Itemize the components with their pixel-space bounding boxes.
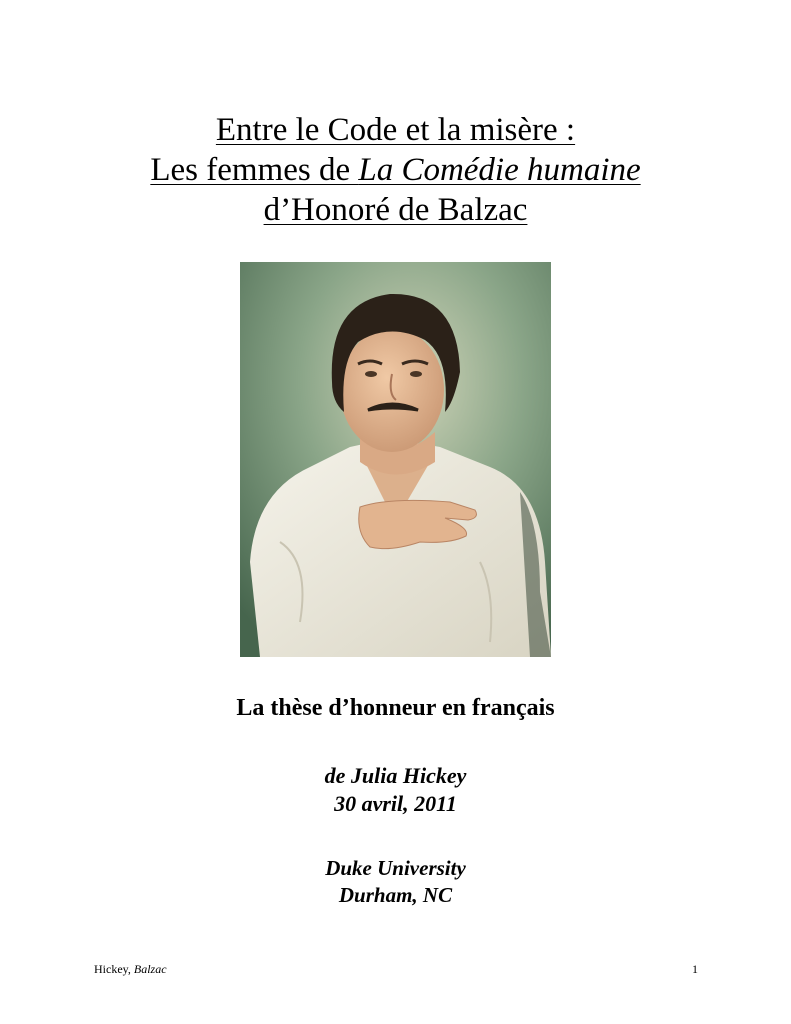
title-line-2 bbox=[150, 150, 640, 190]
document-title bbox=[0, 110, 791, 230]
institution-name: Duke University bbox=[325, 856, 466, 880]
title-line-1: Entre le Code et la misère : bbox=[215, 112, 576, 148]
institution-block bbox=[0, 855, 791, 909]
page-number: 1 bbox=[692, 962, 698, 976]
title-line-3: d’Honoré de Balzac bbox=[263, 192, 528, 228]
balzac-portrait-illustration bbox=[240, 262, 551, 657]
portrait-image bbox=[240, 262, 551, 657]
thesis-subtitle: La thèse d’honneur en français bbox=[236, 695, 555, 721]
title-line-2-prefix: Les femmes de bbox=[150, 152, 359, 188]
page-footer bbox=[94, 962, 698, 977]
author-line: de Julia Hickey bbox=[324, 763, 467, 788]
footer-short-title: Balzac bbox=[133, 962, 167, 976]
byline bbox=[0, 762, 791, 818]
date-line: 30 avril, 2011 bbox=[334, 791, 457, 816]
footer-author: Hickey, bbox=[94, 962, 134, 976]
institution-location: Durham, NC bbox=[338, 883, 453, 907]
footer-running-head bbox=[94, 962, 167, 977]
title-line-2-work: La Comédie humaine bbox=[358, 152, 641, 188]
